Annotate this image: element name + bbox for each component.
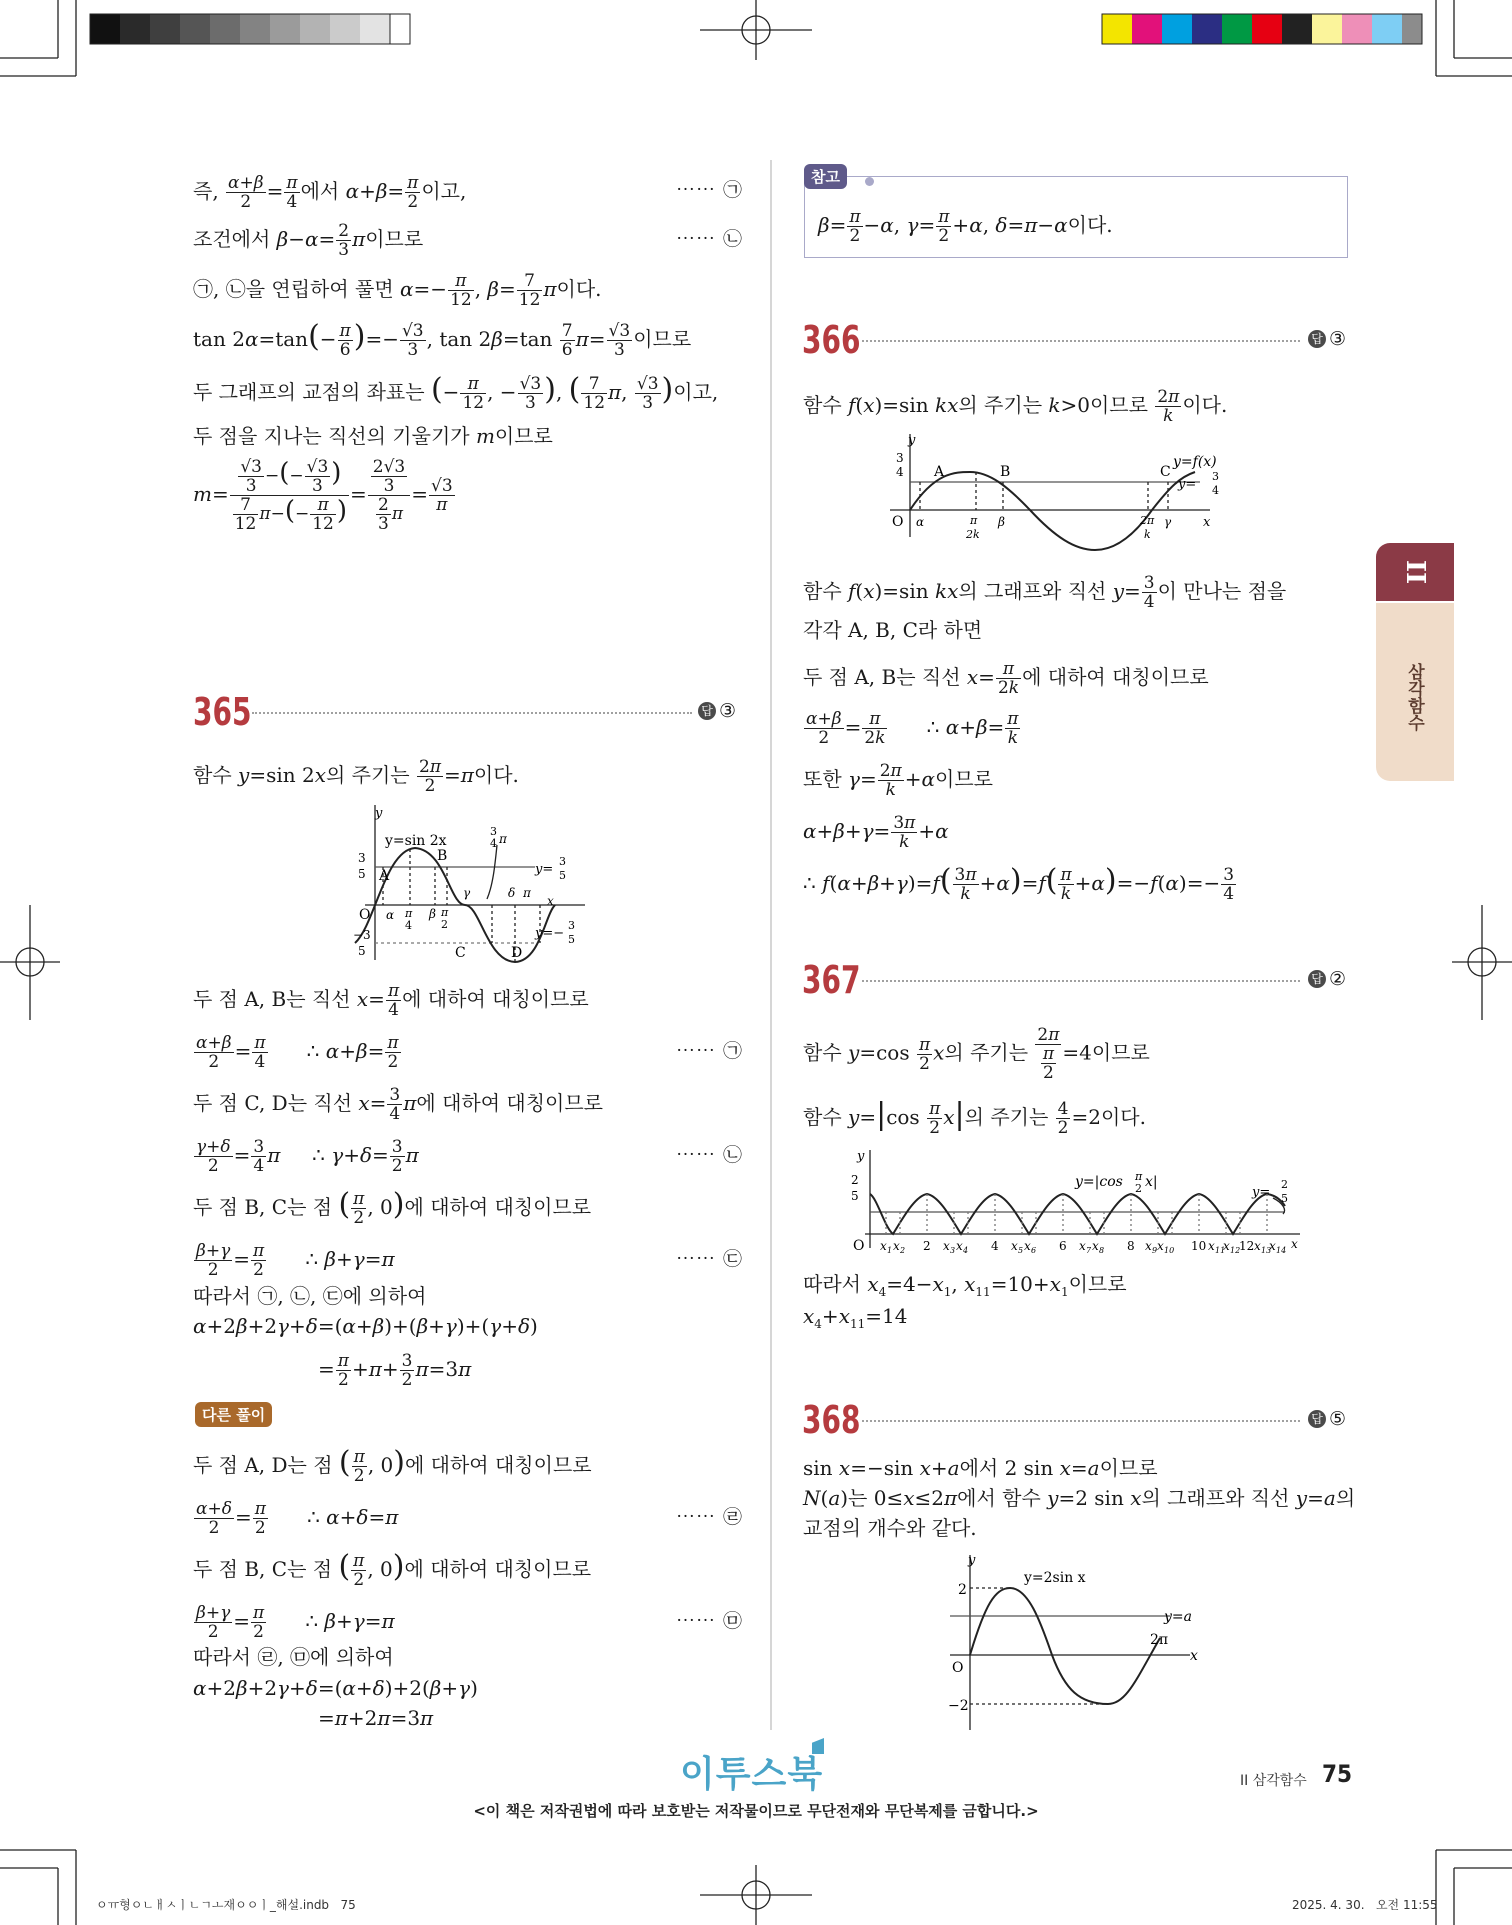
p365-line-8: 따라서 ㉠, ㉡, ㉢에 의하여 [193,1284,427,1308]
point-A: A [934,464,945,480]
p367-line-4: $x_4+x_{11}=14$ [803,1304,908,1331]
p368-line-2: N(a)는 0≤x≤2π에서 함수 y=2 sin x의 그래프와 직선 y=a의 [803,1486,1356,1510]
section-label: 삼각함수 [1404,663,1424,731]
x-alpha: α [916,515,925,529]
graph-366 [890,432,1230,552]
alt-line-4: $\frac{\beta+\gamma}{2}$ = $\frac{\pi}{2}$ ∴ β+γ=π [196,1603,395,1642]
line-num: 2 [1281,1178,1288,1191]
x-3-4pi-pi: π [499,832,507,846]
p366-line-4: 두 점 A, B는 직선 x= $\frac{\pi}{2k}$ 에 대하여 대칭이므로 [803,659,1209,698]
graph-367 [845,1148,1305,1258]
alt-line-7: =π+2π=3π [318,1706,434,1730]
svg-text:12: 12 [1239,1239,1255,1253]
y-bottom-label: −2 [948,1698,969,1714]
svg-text:x: x [1011,1239,1018,1253]
chapter-tab [1376,543,1454,601]
p366-line-3: 각각 A, B, C라 하면 [803,618,983,642]
svg-text:6: 6 [1059,1239,1067,1253]
y-axis-label: y [857,1149,865,1164]
y-top-label-den: 5 [358,867,366,881]
svg-text:x: x [943,1239,950,1253]
grayscale-bar [90,14,410,44]
p365-line-6: 두 점 B, C는 점 ( $\frac{\pi}{2}$ , 0)에 대하여 대칭이므로 [193,1187,592,1228]
svg-text:8: 8 [1127,1239,1135,1253]
svg-text:13: 13 [1261,1246,1272,1255]
svg-text:1: 1 [887,1246,893,1255]
line-top-label: y= [535,862,554,877]
color-bar [1102,14,1422,44]
p366-line-1: 함수 f(x)=sin kx의 주기는 k>0이므로 $\frac{2\pi}{k}$ 이다. [803,387,1228,426]
svg-text:x: x [1254,1239,1261,1253]
mark-2: ⋯⋯ ㉡ [676,228,744,250]
note-dot-icon [865,177,874,186]
line-top-num: 3 [559,855,566,868]
mark-3: ⋯⋯ ㉠ [676,1040,744,1062]
x-delta: δ [508,886,516,900]
line-label: y=a [1164,1609,1192,1625]
x-axis-label: x [1190,1648,1198,1664]
section-tab [1376,603,1454,781]
x-pi4-num: π [405,907,413,920]
x-pi4-den: 4 [405,919,412,932]
curve-label-end: x| [1145,1174,1158,1190]
point-C: C [455,945,466,961]
p365-line-1: 함수 y=sin 2x의 주기는 $\frac{2\pi}{2}$ =π이다. [193,757,519,796]
svg-text:8: 8 [1099,1246,1105,1255]
svg-text:5: 5 [1018,1246,1024,1255]
x-3-4pi-den: 4 [490,837,497,850]
svg-text:9: 9 [1152,1246,1158,1255]
x-pi2-num: π [441,906,449,919]
p366-line-5: $\frac{\alpha+\beta}{2}$ = $\frac{\pi}{2k}$ ∴ α+β= $\frac{\pi}{k}$ [806,709,1019,748]
svg-text:12: 12 [1230,1246,1241,1255]
y-top-label: 2 [958,1582,967,1598]
point-B: B [437,848,448,864]
brand-logo: 이투스북 [680,1754,824,1795]
intro-line-6: 두 점을 지나는 직선의 기울기가 m이므로 [193,424,553,448]
y-val-den: 5 [851,1189,859,1203]
p366-line-2: 함수 f(x)=sin kx의 그래프와 직선 y= $\frac{3}{4}$ 이 만나는 점을 [803,573,1287,612]
p365-line-2: 두 점 A, B는 직선 x= $\frac{\pi}{4}$ 에 대하여 대칭이므로 [193,981,589,1020]
problem-number-367: 367 [802,958,861,1002]
p366-line-8: ∴ f(α+β+γ)=f( $\frac{3\pi}{k}$ +α)=f( $\frac{\pi}{k}$ +α)=−f(α)=− $\frac{3}{4}$ [803,863,1235,904]
p367-line-3: 따라서 $x_4=4-x_1$, $x_{11}=10+x_1$이므로 [803,1272,1127,1299]
line-bottom-label: y=− [535,926,565,941]
p365-line-5: $\frac{\gamma+\delta}{2}$ = $\frac{3}{4}$ π ∴ γ+δ= $\frac{3}{2}$ π [196,1137,419,1176]
dotted-rule [252,712,692,714]
svg-text:x: x [1223,1239,1230,1253]
point-A: A [379,868,390,884]
intro-line-2: 조건에서 β−α= $\frac{2}{3}$ π이므로 [193,221,424,260]
svg-text:x: x [1092,1239,1099,1253]
intro-line-3: ㉠, ㉡을 연립하여 풀면 α=− $\frac{\pi}{12}$ , β= $\frac{7}{12}$ π이다. [193,271,602,310]
intro-line-4: tan 2α=tan(− $\frac{\pi}{6}$ )=− $\frac{√3}{3}$ , tan 2β=tan $\frac{7}{6}$ π= $\frac{√3}{3}$ 이므로 [193,319,692,360]
x-pi: π [523,886,531,900]
point-D: D [511,945,523,961]
svg-text:4: 4 [991,1239,999,1253]
line-label: y= [1178,477,1197,492]
svg-text:10: 10 [1164,1246,1175,1255]
answer-badge-icon: 답 [698,702,716,720]
svg-text:x: x [1291,1237,1298,1251]
x-pi2-den: 2 [441,918,448,931]
y-axis-label: y [968,1553,976,1568]
line-bottom-den: 5 [568,933,575,946]
p365-line-4: 두 점 C, D는 직선 x= $\frac{3}{4}$ π에 대하여 대칭이므로 [193,1085,604,1124]
x-axis-label: x [547,894,554,908]
problem-number-368: 368 [802,1398,861,1442]
curve-label-num: π [1135,1170,1143,1183]
svg-text:2: 2 [923,1239,931,1253]
answer-badge-icon: 답 [1308,330,1326,348]
curve-label: y=f(x) [1173,454,1217,470]
svg-text:2: 2 [900,1246,906,1255]
point-B: B [1000,464,1011,480]
x-gamma: γ [463,886,471,900]
svg-text:x: x [1157,1239,1164,1253]
x-3-4pi-num: 3 [490,825,497,838]
svg-text:6: 6 [1031,1246,1037,1255]
alt-line-5: 따라서 ㉣, ㉤에 의하여 [193,1645,394,1669]
chapter-numeral: II [1399,559,1430,585]
y-top-label: 3 [358,851,366,865]
curve-label: y=|cos [1075,1174,1123,1190]
dotted-rule [862,340,1300,342]
dotted-rule [862,980,1300,982]
p367-line-1: 함수 y=cos $\frac{\pi}{2}$ x의 주기는 $\frac{2\pi}{\frac{\pi}{2}}$ =4이므로 [803,1025,1150,1083]
svg-text:x: x [880,1239,887,1253]
mark-1: ⋯⋯ ㉠ [676,179,744,201]
svg-text:14: 14 [1276,1246,1287,1255]
svg-text:x: x [1024,1239,1031,1253]
point-C: C [1160,464,1171,480]
origin-label: O [359,907,371,923]
graph-365 [335,805,595,965]
y-bottom-num: −3 [353,928,371,942]
origin-label: O [952,1660,964,1676]
y-val-den: 4 [896,465,904,479]
svg-text:11: 11 [1215,1246,1226,1255]
print-file-name: ㅇㅠ형ㅇㄴㅐㅅㅣㄴㄱㅗ재ㅇㅇㅣ_해설.indb 75 [96,1898,356,1912]
p365-line-10: = $\frac{\pi}{2}$ +π+ $\frac{3}{2}$ π=3π [318,1351,472,1390]
p365-line-3: $\frac{\alpha+\beta}{2}$ = $\frac{\pi}{4}$ ∴ α+β= $\frac{\pi}{2}$ [196,1033,399,1072]
y-axis-label: y [908,433,916,448]
print-date: 2025. 4. 30. 오전 11:55 [1292,1898,1438,1912]
svg-text:x: x [1079,1239,1086,1253]
x-gamma: γ [1164,515,1172,529]
svg-text:7: 7 [1086,1246,1092,1255]
x-pi2k-den: 2k [966,528,980,541]
y-val-num: 3 [896,451,904,465]
line-top-den: 5 [559,869,566,882]
mark-4: ⋯⋯ ㉡ [676,1144,744,1166]
line-num: 3 [1212,470,1219,483]
p366-line-7: α+β+γ= $\frac{3\pi}{k}$ +α [803,813,949,852]
svg-text:x: x [1269,1239,1276,1253]
svg-text:10: 10 [1191,1239,1207,1253]
mark-6: ⋯⋯ ㉣ [676,1506,744,1528]
mark-7: ⋯⋯ ㉤ [676,1610,744,1632]
svg-text:x: x [1208,1239,1215,1253]
svg-text:x: x [1145,1239,1152,1253]
alt-line-2: $\frac{\alpha+\delta}{2}$ = $\frac{\pi}{2}$ ∴ α+δ=π [196,1499,399,1538]
p365-line-9: α+2β+2γ+δ=(α+β)+(β+γ)+(γ+δ) [193,1314,538,1338]
line-label: y= [1252,1185,1271,1200]
x-tick-labels [880,1237,1298,1255]
alt-solution-tag: 다른 풀이 [195,1402,272,1427]
footer-chapter-label: II 삼각함수 [1240,1773,1307,1789]
origin-label: O [853,1238,865,1254]
x-beta: β [998,515,1005,529]
p368-line-3: 교점의 개수와 같다. [803,1516,977,1540]
problem-number-365: 365 [193,690,252,734]
alt-line-6: α+2β+2γ+δ=(α+δ)+2(β+γ) [193,1676,478,1700]
answer-badge-icon: 답 [1308,1410,1326,1428]
svg-text:3: 3 [950,1246,956,1255]
y-axis-label: y [375,806,383,821]
alt-line-3: 두 점 B, C는 점 ( $\frac{\pi}{2}$ , 0)에 대하여 대칭이므로 [193,1549,592,1590]
x-2pik-den: k [1144,528,1151,541]
note-text: β= $\frac{\pi}{2}$ −α, γ= $\frac{\pi}{2}$ +α, δ=π−α이다. [818,207,1113,246]
line-den: 4 [1212,484,1219,497]
x-beta: β [429,907,436,921]
origin-label: O [892,514,904,530]
x-alpha: α [386,908,395,922]
answer-368: 답 ⑤ [1308,1408,1346,1430]
x-end-label: 2π [1150,1632,1169,1648]
curve-label: y=sin 2x [385,833,447,849]
intro-line-5: 두 그래프의 교점의 좌표는 (− $\frac{\pi}{12}$ , − $\frac{√3}{3}$ ), ( $\frac{7}{12}$ π, $\frac{√3}{3}$ )이고, [193,372,719,413]
x-pi2k-num: π [970,514,978,527]
answer-badge-icon: 답 [1308,970,1326,988]
graph-368 [940,1550,1210,1735]
line-den: 5 [1281,1192,1288,1205]
intro-line-7: m= $\frac{√3}{3}$ −(− $\frac{√3}{3}$ ) $\frac{7}{12}$ π−(− $\frac{\pi}{12}$ ) = $\frac{2√3}{3}$ $\frac{2}{3}$ π = $\frac{√3}{\pi}$ [193,457,453,534]
y-val-num: 2 [851,1173,859,1187]
curve-label: y=2sin x [1024,1570,1086,1586]
y-bottom-den: 5 [358,944,366,958]
mark-5: ⋯⋯ ㉢ [676,1248,744,1270]
curve-label-den: 2 [1135,1182,1142,1195]
answer-365: 답 ③ [698,700,736,722]
p368-line-1: sin x=−sin x+a에서 2 sin x=a이므로 [803,1456,1158,1480]
problem-number-366: 366 [802,318,861,362]
p365-line-7: $\frac{\beta+\gamma}{2}$ = $\frac{\pi}{2}$ ∴ β+γ=π [196,1241,395,1280]
svg-text:x: x [956,1239,963,1253]
dotted-rule [862,1420,1300,1422]
page-number: 75 [1322,1760,1353,1788]
intro-line-1: 즉, $\frac{\alpha+\beta}{2}$ = $\frac{\pi}{4}$ 에서 α+β= $\frac{\pi}{2}$ 이고, [193,173,467,212]
x-axis-label: x [1203,515,1211,530]
answer-366: 답 ③ [1308,328,1346,350]
note-tag: 참고 [804,164,847,189]
line-bottom-num: 3 [568,919,575,932]
svg-text:4: 4 [963,1246,969,1255]
p367-line-2: 함수 y=|cos $\frac{\pi}{2}$ x|의 주기는 $\frac{4}{2}$ =2이다. [803,1097,1146,1138]
answer-367: 답 ② [1308,968,1346,990]
x-2pik-num: 2π [1140,514,1155,527]
p366-line-6: 또한 γ= $\frac{2\pi}{k}$ +α이므로 [803,761,993,800]
alt-line-1: 두 점 A, D는 점 ( $\frac{\pi}{2}$ , 0)에 대하여 대칭이므로 [193,1445,592,1486]
svg-text:x: x [893,1239,900,1253]
copyright-notice: <이 책은 저작권법에 따라 보호받는 저작물이므로 무단전재와 무단복제를 금합니다.> [473,1802,1039,1820]
